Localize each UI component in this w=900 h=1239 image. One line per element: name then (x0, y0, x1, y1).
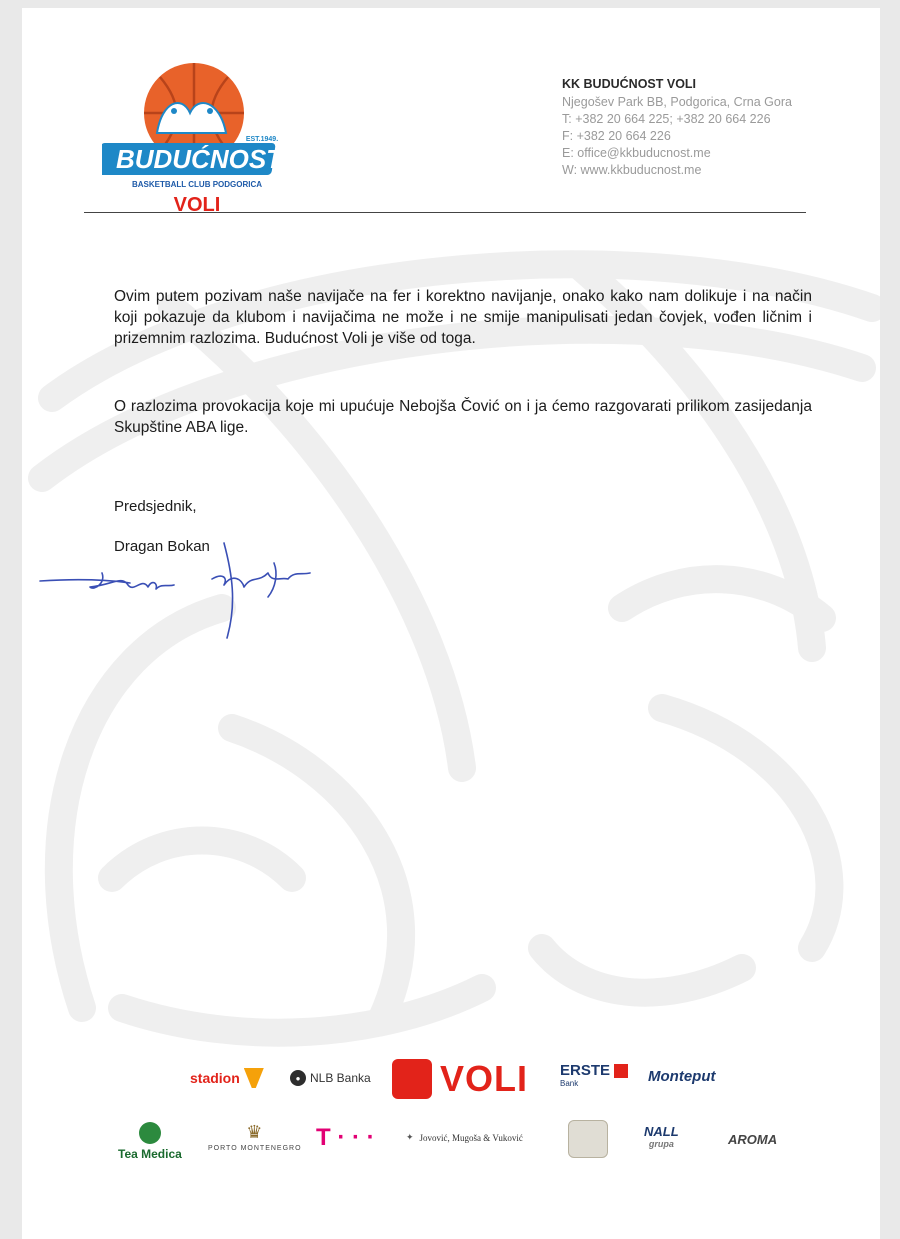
erste-logo-icon (614, 1064, 628, 1078)
stadion-logo-icon (244, 1068, 264, 1088)
organization-name: KK BUDUĆNOST VOLI (562, 77, 697, 91)
sponsor-erste: ERSTE Bank (560, 1062, 628, 1088)
letter-page (22, 8, 880, 1239)
handwritten-signature (32, 513, 352, 648)
svg-text:BASKETBALL CLUB PODGORICA: BASKETBALL CLUB PODGORICA (131, 180, 263, 189)
crown-icon: ♛ (246, 1122, 264, 1142)
fax: F: +382 20 664 226 (562, 129, 671, 143)
voli-logo-icon (392, 1059, 432, 1099)
nlb-logo-icon: ● (290, 1070, 306, 1086)
sponsor-stadion: stadion (190, 1068, 264, 1088)
sponsors-row-1 (22, 1058, 880, 1108)
svg-text:VOLI: VOLI (173, 194, 221, 216)
svg-text:EST.1949.: EST.1949. (245, 136, 279, 143)
sponsor-nlb: ● NLB Banka (290, 1070, 371, 1086)
signer-name: Dragan Bokan (114, 538, 210, 555)
svg-text:BUDUĆNOST: BUDUĆNOST (115, 144, 283, 174)
email: E: office@kkbuducnost.me (562, 146, 711, 160)
sponsor-porto-montenegro: ♛ PORTO MONTENEGRO (208, 1122, 302, 1152)
sponsor-nall: NALL grupa (644, 1124, 679, 1149)
header-divider (84, 212, 806, 213)
signer-role: Predsjednik, (114, 498, 197, 515)
sponsor-tea-medica: Tea Medica (118, 1122, 182, 1161)
sponsor-monteput: Monteput (648, 1068, 716, 1085)
paragraph-1: Ovim putem pozivam naše navijače na fer i korektno navijanje, onako kako nam dolikuje i na način koji pokazuje da klubom i navijačima ne može i ne smije manipulisati jedan čovjek, vođen ličnim i prizemnim razlozima. Budućnost Voli je više od toga. (114, 288, 812, 347)
phone: T: +382 20 664 225; +382 20 664 226 (562, 112, 771, 126)
sponsor-voli: VOLI (392, 1058, 528, 1100)
website: W: www.kkbuducnost.me (562, 163, 702, 177)
paragraph-2: O razlozima provokacija koje mi upućuje Nebojša Čović on i ja ćemo razgovarati prilikom zasijedanja Skupštine ABA lige. (114, 398, 812, 436)
address: Njegošev Park BB, Podgorica, Crna Gora (562, 95, 792, 109)
tea-medica-logo-icon (139, 1122, 161, 1144)
club-logo (102, 63, 302, 218)
city-crest-icon (568, 1120, 608, 1158)
sponsor-aroma: AROMA (728, 1132, 778, 1147)
sponsor-jmv: ✦ Jovović, Mugoša & Vuković (406, 1132, 523, 1143)
contact-block (562, 76, 862, 179)
jmv-logo-icon: ✦ (406, 1132, 414, 1142)
sponsors-row-2 (22, 1118, 880, 1168)
sponsor-telekom: T · · · (316, 1124, 375, 1151)
